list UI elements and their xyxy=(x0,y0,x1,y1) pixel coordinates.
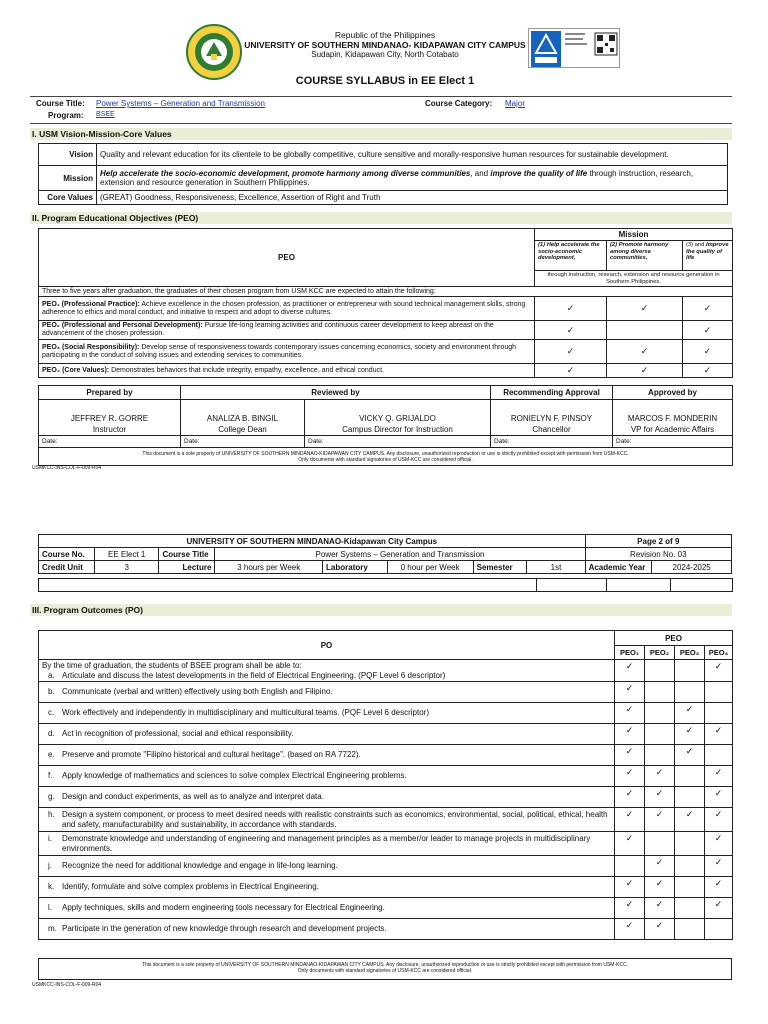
signatory-role: Campus Director for Instruction xyxy=(305,424,491,436)
signatory-role: VP for Academic Affairs xyxy=(613,424,733,436)
po-peo-check-1: ✓ xyxy=(615,787,645,808)
po-peo-check-2: ✓ xyxy=(645,856,675,877)
po-text-cell xyxy=(39,682,615,703)
disclaimer-1-line-1: This document is a sole property of UNIVERSITY OF SOUTHERN MINDANAO-KIDAPAWAN CITY CAMPUS. Any disclosure, unauthorized reproduction or use is strictly prohibited except with permission from USM-KCC. xyxy=(142,450,629,457)
approved-by-header: Approved by xyxy=(613,386,733,400)
po-header: PO xyxy=(39,631,615,660)
po-peo-check-1: ✓ xyxy=(615,660,645,682)
po-letter: m. xyxy=(48,924,57,934)
po-letter: i. xyxy=(48,834,52,844)
po-row xyxy=(39,703,733,724)
po-peo-check-1: ✓ xyxy=(615,766,645,787)
peo-mission-check-3: ✓ xyxy=(683,340,733,364)
signatory-name: VICKY Q. GRIJALDO xyxy=(305,400,491,424)
lecture-label: Lecture xyxy=(159,561,215,574)
peo-mission-check-1: ✓ xyxy=(535,340,607,364)
po-row xyxy=(39,724,733,745)
signatory-role: College Dean xyxy=(181,424,305,436)
section3-heading: III. Program Outcomes (PO) xyxy=(30,604,732,616)
po-table xyxy=(38,630,733,940)
po-peo-check-4: ✓ xyxy=(705,724,733,745)
blank-cell-2 xyxy=(537,579,607,592)
signatory-role: Instructor xyxy=(39,424,181,436)
signatory-date: Date: xyxy=(305,436,491,448)
peo-text xyxy=(39,321,535,340)
footer-disclaimer-box xyxy=(38,958,732,980)
po-letter: b. xyxy=(48,687,55,697)
signatory-date: Date: xyxy=(613,436,733,448)
disclaimer-box-1 xyxy=(39,448,733,466)
po-peo-check-3 xyxy=(675,682,705,703)
course-category-label: Course Category: xyxy=(425,99,493,108)
po-description: Recognize the need for additional knowledge and engage in life-long learning. xyxy=(62,861,338,871)
po-peo-check-1: ✓ xyxy=(615,682,645,703)
peo-text xyxy=(39,364,535,378)
po-peo-check-2: ✓ xyxy=(645,787,675,808)
mission-footer: through instruction, research, extension and resource generation in Southern Philippines. xyxy=(535,271,733,287)
blank-cell-4 xyxy=(671,579,733,592)
semester-value: 1st xyxy=(527,561,585,574)
po-peo-check-3: ✓ xyxy=(675,745,705,766)
peo-mission-check-2: ✓ xyxy=(607,297,683,321)
credit-unit-value: 3 xyxy=(94,561,159,574)
peo-header: PEO xyxy=(39,229,535,287)
po-description: Design and conduct experiments, as well as to analyze and interpret data. xyxy=(62,792,324,802)
peo-label: PEO₂ (Professional and Personal Development): xyxy=(42,322,203,330)
page2-blank-row xyxy=(38,578,733,592)
po-letter: f. xyxy=(48,771,53,781)
blank-cell-3 xyxy=(607,579,671,592)
po-row xyxy=(39,745,733,766)
po-peo-check-4 xyxy=(705,703,733,724)
po-peo-check-2 xyxy=(645,745,675,766)
po-row xyxy=(39,766,733,787)
po-peo-check-2: ✓ xyxy=(645,919,675,940)
po-peo-check-3 xyxy=(675,766,705,787)
signatory-name: JEFFREY R. GORRE xyxy=(39,400,181,424)
course-no-value: EE Elect 1 xyxy=(94,548,159,561)
po-peo-header: PEO xyxy=(615,631,733,646)
academic-year-value: 2024-2025 xyxy=(652,561,732,574)
mission-col-3-text: Improve the quality of life xyxy=(686,242,729,262)
peo-mission-check-2: ✓ xyxy=(607,364,683,378)
course-no-label: Course No. xyxy=(39,548,95,561)
po-peo-check-3 xyxy=(675,660,705,682)
vision-text: Quality and relevant education for its clientele to be globally competitive, culture sensitive and morally-responsive human resources for sustainable development. xyxy=(97,144,728,166)
university-name: UNIVERSITY OF SOUTHERN MINDANAO- KIDAPAWAN CITY CAMPUS xyxy=(244,40,526,50)
po-description: Act in recognition of professional, social and ethical responsibility. xyxy=(62,729,294,739)
po-peo-check-3 xyxy=(675,877,705,898)
academic-year-label: Academic Year xyxy=(585,561,652,574)
prepared-by-header: Prepared by xyxy=(39,386,181,400)
program-label: Program: xyxy=(48,111,84,120)
mission-rest: through instruction, research, extension and resource generation in Southern Philippines. xyxy=(100,168,694,187)
po-row xyxy=(39,682,733,703)
po-text-cell xyxy=(39,787,615,808)
po-letter: k. xyxy=(48,882,55,892)
po-letter: j. xyxy=(48,861,52,871)
semester-label: Semester xyxy=(473,561,527,574)
po-text-cell xyxy=(39,856,615,877)
po-row xyxy=(39,898,733,919)
course-title-value-2: Power Systems – Generation and Transmission xyxy=(215,548,585,561)
po-peo-check-4: ✓ xyxy=(705,856,733,877)
po-text-cell xyxy=(39,660,615,682)
po-peo-check-4 xyxy=(705,682,733,703)
peo-mission-check-2: ✓ xyxy=(607,340,683,364)
po-letter: e. xyxy=(48,750,55,760)
peo-description: Demonstrates behaviors that include integrity, empathy, excellence, and ethical conduct. xyxy=(109,366,384,374)
form-code-2: USMKCC-INS-COL-F-009-R04 xyxy=(32,982,102,988)
po-peo-check-2: ✓ xyxy=(645,808,675,832)
peo-description: Develop sense of responsiveness towards contemporary issues concerning economics, society and environment through participating in the conduct of solving issues and extending services to communities. xyxy=(42,343,517,359)
peo-mission-check-3: ✓ xyxy=(683,321,733,340)
program-value: BSEE xyxy=(96,111,115,118)
course-title-label: Course Title: xyxy=(36,99,85,108)
po-peo-check-4: ✓ xyxy=(705,766,733,787)
po-peo-check-4: ✓ xyxy=(705,787,733,808)
po-intro: By the time of graduation, the students of BSEE program shall be able to: xyxy=(42,661,302,670)
section1-heading: I. USM Vision-Mission-Core Values xyxy=(30,128,732,140)
po-peo-check-2 xyxy=(645,832,675,856)
po-peo-check-1: ✓ xyxy=(615,877,645,898)
peo-column-header: PEO₃ xyxy=(675,646,705,660)
mission-label: Mission xyxy=(39,166,97,191)
peo-mission-check-1: ✓ xyxy=(535,321,607,340)
mission-col-3-and: and xyxy=(693,242,706,248)
peo-label: PEO₁ (Professional Practice): xyxy=(42,300,140,308)
po-peo-check-2 xyxy=(645,660,675,682)
po-letter: c. xyxy=(48,708,55,718)
po-text-cell xyxy=(39,919,615,940)
peo-label: PEO₄ (Core Values): xyxy=(42,366,110,374)
po-row xyxy=(39,808,733,832)
page2-header-table xyxy=(38,534,732,574)
footer-disclaimer-line-2: Only documents with standard signatories of USM-KCC are considered official. xyxy=(297,968,473,975)
po-letter: g. xyxy=(48,792,55,802)
po-description: Apply techniques, skills and modern engineering tools necessary for Electrical Engineering. xyxy=(62,903,385,913)
lecture-value: 3 hours per Week xyxy=(215,561,323,574)
po-peo-check-4: ✓ xyxy=(705,808,733,832)
po-peo-check-3: ✓ xyxy=(675,703,705,724)
mission-emphasis-1: Help accelerate the socio-economic development, promote harmony among diverse communities xyxy=(100,168,471,178)
po-peo-check-2: ✓ xyxy=(645,766,675,787)
po-text-cell xyxy=(39,877,615,898)
po-peo-check-3: ✓ xyxy=(675,724,705,745)
po-peo-check-4: ✓ xyxy=(705,877,733,898)
peo-description: Achieve excellence in the chosen profession, as practitioner or entrepreneur with sound technical management skills, strong adherence to ethics and moral conduct, and initiative to respect and adopt to diverse cultures. xyxy=(42,300,526,316)
signatory-name: ANALIZA B. BINGIL xyxy=(181,400,305,424)
signatory-name: MARCOS F. MONDERIN xyxy=(613,400,733,424)
peo-mission-check-3: ✓ xyxy=(683,364,733,378)
blank-cell-1 xyxy=(39,579,537,592)
mission-col-3-num: (3) xyxy=(686,242,694,248)
po-peo-check-3 xyxy=(675,898,705,919)
po-peo-check-2: ✓ xyxy=(645,898,675,919)
po-row xyxy=(39,919,733,940)
campus-name: UNIVERSITY OF SOUTHERN MINDANAO-Kidapawan City Campus xyxy=(39,535,586,548)
po-letter: d. xyxy=(48,729,55,739)
po-peo-check-1: ✓ xyxy=(615,808,645,832)
peo-row xyxy=(39,297,733,321)
peo-label: PEO₃ (Social Responsibility): xyxy=(42,343,140,351)
peo-row xyxy=(39,364,733,378)
certification-badge xyxy=(528,28,620,68)
vision-label: Vision xyxy=(39,144,97,166)
peo-row xyxy=(39,340,733,364)
po-letter: a. xyxy=(48,670,55,680)
po-peo-check-1: ✓ xyxy=(615,919,645,940)
po-text-cell xyxy=(39,745,615,766)
mission-emphasis-2: improve the quality of life xyxy=(490,168,588,178)
mission-mid: , and xyxy=(470,168,491,178)
po-peo-check-2 xyxy=(645,724,675,745)
po-peo-check-3 xyxy=(675,787,705,808)
po-peo-check-4 xyxy=(705,919,733,940)
peo-mission-check-1: ✓ xyxy=(535,364,607,378)
po-peo-check-4: ✓ xyxy=(705,898,733,919)
peo-text xyxy=(39,297,535,321)
po-description: Articulate and discuss the latest developments in the field of Electrical Engineering. (PQF Level 6 descriptor) xyxy=(62,670,446,680)
po-peo-check-2: ✓ xyxy=(645,877,675,898)
po-description: Communicate (verbal and written) effectively using both English and Filipino. xyxy=(62,687,333,697)
reviewed-by-header: Reviewed by xyxy=(181,386,491,400)
signatory-date: Date: xyxy=(39,436,181,448)
po-description: Preserve and promote "Filipino historical and cultural heritage". (based on RA 7722). xyxy=(62,750,361,760)
mission-col-3 xyxy=(683,241,733,271)
course-title-value: Power Systems – Generation and Transmission xyxy=(96,99,265,108)
page-number: Page 2 of 9 xyxy=(585,535,731,548)
peo-mission-check-2 xyxy=(607,321,683,340)
po-peo-check-4: ✓ xyxy=(705,660,733,682)
po-text-cell xyxy=(39,808,615,832)
peo-table xyxy=(38,228,733,378)
peo-text xyxy=(39,340,535,364)
po-peo-check-1: ✓ xyxy=(615,898,645,919)
address-line: Sudapin, Kidapawan City, North Cotabato xyxy=(311,50,459,59)
university-seal-icon xyxy=(186,24,242,80)
credit-unit-label: Credit Unit xyxy=(39,561,95,574)
mission-text xyxy=(97,166,728,191)
republic-line: Republic of the Philippines xyxy=(334,30,436,40)
signatory-date: Date: xyxy=(181,436,305,448)
po-peo-check-3 xyxy=(675,832,705,856)
signatory-role: Chancellor xyxy=(491,424,613,436)
vision-mission-table xyxy=(38,143,728,205)
po-description: Design a system component, or process to meet desired needs with realistic constraints such as economics, environmental, social, political, ethical, health and safety, manufacturability and sustainability, in accordance with standards. xyxy=(62,810,608,829)
po-row xyxy=(39,877,733,898)
recommending-header: Recommending Approval xyxy=(491,386,613,400)
peo-column-header: PEO₄ xyxy=(705,646,733,660)
disclaimer-1-line-2: Only documents with standard signatories of USM-KCC are considered official. xyxy=(298,456,473,463)
mission-col-2: (2) Promote harmony among diverse communities, xyxy=(607,241,683,271)
signatory-name: RONIELYN F. PINSOY xyxy=(491,400,613,424)
po-peo-check-4 xyxy=(705,745,733,766)
po-row xyxy=(39,832,733,856)
po-letter: h. xyxy=(48,810,55,820)
po-row xyxy=(39,856,733,877)
po-text-cell xyxy=(39,724,615,745)
section2-heading: II. Program Educational Objectives (PEO) xyxy=(30,212,732,224)
po-peo-check-3 xyxy=(675,856,705,877)
po-text-cell xyxy=(39,898,615,919)
po-description: Work effectively and independently in multidisciplinary and multicultural teams. (PQF Level 6 descriptor) xyxy=(62,708,429,718)
course-category-value: Major xyxy=(505,99,526,108)
peo-intro: Three to five years after graduation, the graduates of their chosen program from USM KCC are expected to attain the following: xyxy=(39,287,733,297)
po-text-cell xyxy=(39,703,615,724)
mission-header: Mission xyxy=(535,229,733,241)
po-row xyxy=(39,660,733,682)
po-peo-check-1: ✓ xyxy=(615,745,645,766)
peo-row xyxy=(39,321,733,340)
peo-column-header: PEO₂ xyxy=(645,646,675,660)
po-description: Apply knowledge of mathematics and sciences to solve complex Electrical Engineering problems. xyxy=(62,771,407,781)
po-peo-check-1 xyxy=(615,856,645,877)
po-peo-check-1: ✓ xyxy=(615,703,645,724)
signatories-table xyxy=(38,385,733,466)
laboratory-label: Laboratory xyxy=(323,561,388,574)
po-description: Identify, formulate and solve complex problems in Electrical Engineering. xyxy=(62,882,319,892)
po-peo-check-2 xyxy=(645,682,675,703)
po-description: Participate in the generation of new knowledge through research and development projects. xyxy=(62,924,387,934)
po-peo-check-2 xyxy=(645,703,675,724)
signatory-date: Date: xyxy=(491,436,613,448)
po-peo-check-3 xyxy=(675,919,705,940)
po-peo-check-4: ✓ xyxy=(705,832,733,856)
syllabus-title: COURSE SYLLABUS in EE Elect 1 xyxy=(295,75,475,87)
po-peo-check-3: ✓ xyxy=(675,808,705,832)
peo-mission-check-1: ✓ xyxy=(535,297,607,321)
core-values-text: (GREAT) Goodness, Responsiveness, Excellence, Assertion of Right and Truth xyxy=(97,191,728,205)
peo-description: Pursue life-long learning activities and continuous career development to keep abreast on the advancement of the chosen profession. xyxy=(42,322,494,338)
peo-mission-check-3: ✓ xyxy=(683,297,733,321)
footer-disclaimer-line-1: This document is a sole property of UNIVERSITY OF SOUTHERN MINDANAO-KIDAPAWAN CITY CAMPUS. Any disclosure, unauthorized reproduction or use is strictly prohibited except with permission from USM-KCC. xyxy=(141,962,629,968)
po-description: Demonstrate knowledge and understanding of engineering and management principles as a member/or leader to manage projects in multidisciplinary environments. xyxy=(62,834,591,853)
mission-col-1: (1) Help accelerate the socio-economic development, xyxy=(535,241,607,271)
po-peo-check-1: ✓ xyxy=(615,724,645,745)
laboratory-value: 0 hour per Week xyxy=(387,561,473,574)
po-letter: l. xyxy=(48,903,52,913)
core-values-label: Core Values xyxy=(39,191,97,205)
course-title-label-2: Course Title xyxy=(159,548,215,561)
po-peo-check-1: ✓ xyxy=(615,832,645,856)
revision-number: Revision No. 03 xyxy=(585,548,731,561)
po-row xyxy=(39,787,733,808)
peo-column-header: PEO₁ xyxy=(615,646,645,660)
form-code-1: USMKCC-INS-COL-F-009-R04 xyxy=(32,465,102,471)
po-text-cell xyxy=(39,766,615,787)
po-text-cell xyxy=(39,832,615,856)
